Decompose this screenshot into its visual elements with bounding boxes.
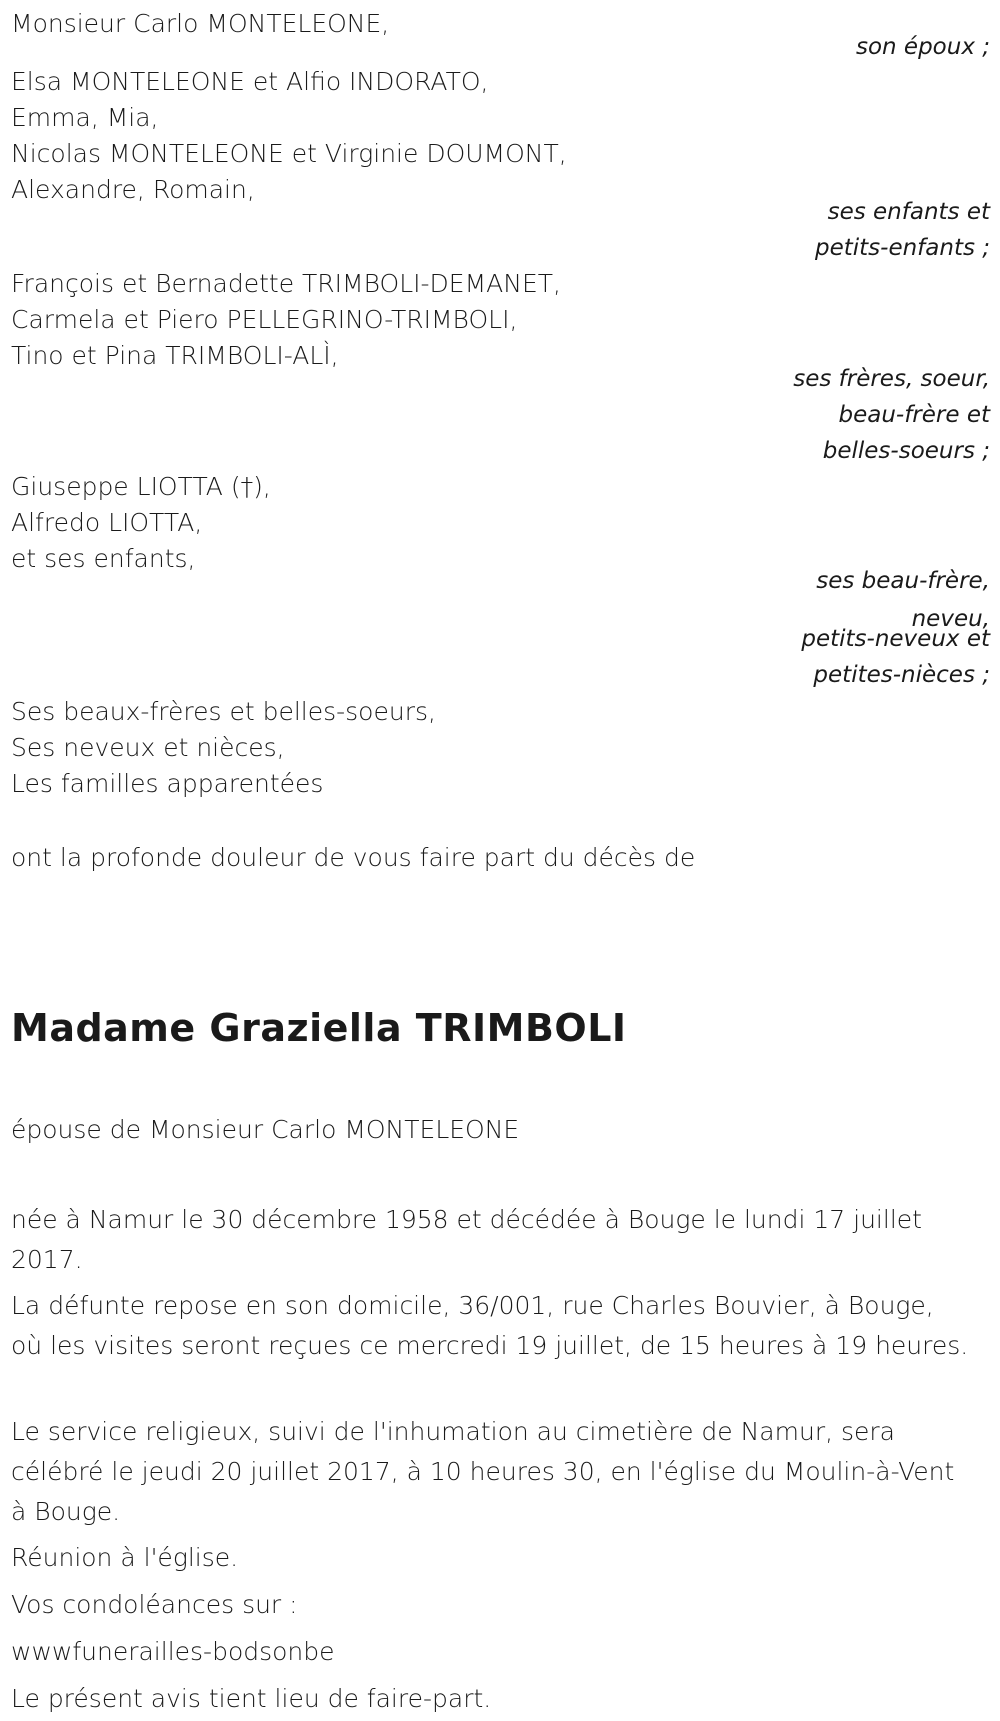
announcement-text: ont la profonde douleur de vous faire part du décès de xyxy=(11,843,696,872)
family-name-line: Alfredo LIOTTA, xyxy=(11,508,203,537)
family-name-line: Monsieur Carlo MONTELEONE, xyxy=(11,9,390,38)
relation-line: ses beau-frère, xyxy=(816,568,990,594)
family-name-line: Alexandre, Romain, xyxy=(11,175,255,204)
family-name-line: François et Bernadette TRIMBOLI-DEMANET, xyxy=(11,269,561,298)
family-name-line: Ses beaux-frères et belles-soeurs, xyxy=(11,697,436,726)
family-name-line: Elsa MONTELEONE et Alfio INDORATO, xyxy=(11,67,489,96)
relation-line: petits-enfants ; xyxy=(814,235,990,261)
relation-line: ses enfants et xyxy=(827,199,990,225)
meeting-paragraph: Réunion à l'église. xyxy=(11,1543,239,1572)
service-paragraph: Le service religieux, suivi de l'inhumation au cimetière de Namur, sera célébré le jeudi 20 juillet 2017, à 10 heures 30, en l'église du Moulin-à-Vent à Bouge. xyxy=(11,1417,955,1526)
relation-line: ses frères, soeur, xyxy=(793,366,990,392)
family-name-line: Giuseppe LIOTTA (†), xyxy=(11,472,271,501)
family-name-line: Nicolas MONTELEONE et Virginie DOUMONT, xyxy=(11,139,567,168)
spouse-line: épouse de Monsieur Carlo MONTELEONE xyxy=(11,1115,520,1144)
notice-closing: Le présent avis tient lieu de faire-part. xyxy=(11,1684,492,1713)
family-name-line: Emma, Mia, xyxy=(11,103,159,132)
family-name-line: Les familles apparentées xyxy=(11,769,324,798)
relation-line: belles-soeurs ; xyxy=(822,438,990,464)
deceased-name: Madame Graziella TRIMBOLI xyxy=(11,1006,627,1050)
condolences-label: Vos condoléances sur : xyxy=(11,1590,298,1619)
relation-line: petites-nièces ; xyxy=(813,662,990,688)
visitation-paragraph: La défunte repose en son domicile, 36/001, rue Charles Bouvier, à Bouge, où les visites seront reçues ce mercredi 19 juillet, de 15 heures à 19 heures. xyxy=(11,1291,969,1360)
family-name-line: Ses neveux et nièces, xyxy=(11,733,285,762)
family-name-line: Tino et Pina TRIMBOLI-ALÌ, xyxy=(11,341,339,370)
condolences-website: wwwfunerailles-bodsonbe xyxy=(11,1637,335,1666)
relation-line: son époux ; xyxy=(855,34,990,60)
family-name-line: et ses enfants, xyxy=(11,544,196,573)
relation-line: petits-neveux et xyxy=(801,626,990,652)
relation-line: neveu, xyxy=(911,606,990,632)
family-name-line: Carmela et Piero PELLEGRINO-TRIMBOLI, xyxy=(11,305,518,334)
birth-death-paragraph: née à Namur le 30 décembre 1958 et décédée à Bouge le lundi 17 juillet 2017. xyxy=(11,1205,922,1274)
relation-line: beau-frère et xyxy=(838,402,990,428)
